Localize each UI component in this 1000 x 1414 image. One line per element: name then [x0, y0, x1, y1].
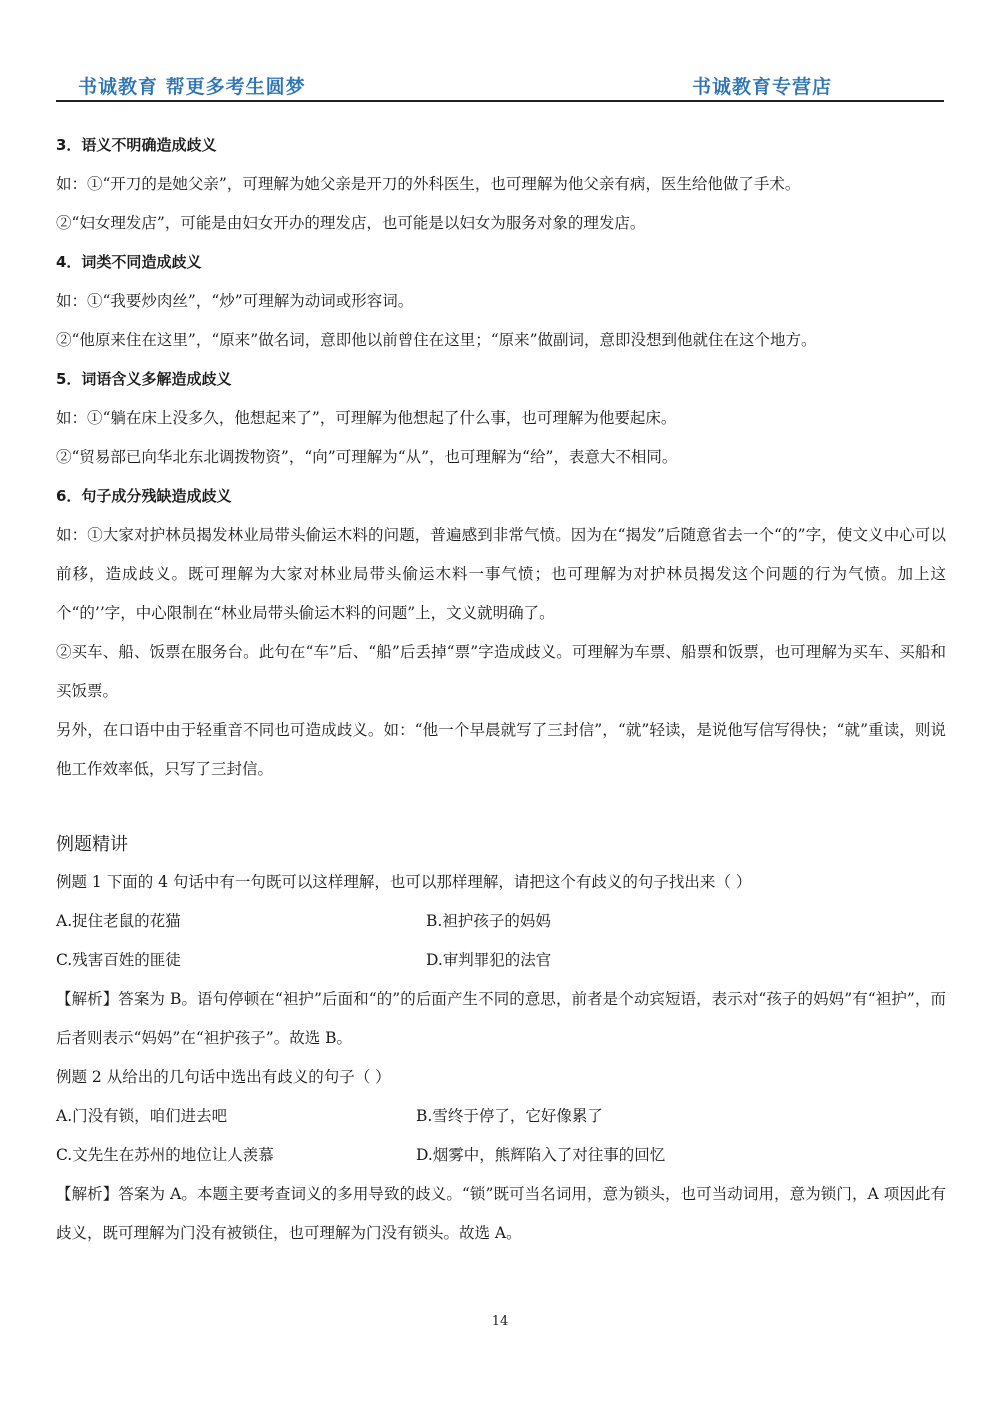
example-2-option-c: C.文先生在苏州的地位让人羡慕 [56, 1146, 274, 1164]
section-heading-6: 6．句子成分残缺造成歧义 [56, 487, 232, 505]
section-6-paragraph-1: 如：①大家对护林员揭发林业局带头偷运木料的问题，普遍感到非常气愤。因为在“揭发”后随意省去一个“的”字，使文义中心可以前移，造成歧义。既可理解为大家对林业局带头偷运木料一事气愤；也可理解为对护林员揭发这个问题的行为气愤。加上这个“的’’字，中心限制在“林业局带头偷运木料的问题”上，文义就明确了。 [56, 526, 946, 622]
header-store-name: 书诚教育专营店 [692, 76, 833, 98]
example-1-option-c: C.残害百姓的匪徒 [56, 951, 181, 969]
example-1-question: 例题 1 下面的 4 句话中有一句既可以这样理解，也可以那样理解，请把这个有歧义的句子找出来（ ） [56, 873, 752, 891]
header-brand-slogan: 书诚教育 帮更多考生圆梦 [78, 76, 306, 98]
examples-title: 例题精讲 [56, 834, 128, 855]
section-6-paragraph-2: ②买车、船、饭票在服务台。此句在“车”后、“船”后丢掉“票”字造成歧义。可理解为车票、船票和饭票，也可理解为买车、买船和买饭票。 [56, 643, 946, 700]
section-5-line-1: 如：①“躺在床上没多久，他想起来了”，可理解为他想起了什么事，也可理解为他要起床。 [56, 409, 677, 427]
example-2-options-row-1 [56, 1097, 946, 1136]
example-2-options-row-2 [56, 1136, 946, 1175]
example-2-option-a: A.门没有锁，咱们进去吧 [56, 1107, 228, 1125]
section-3-line-2: ②“妇女理发店”，可能是由妇女开办的理发店，也可能是以妇女为服务对象的理发店。 [56, 214, 646, 232]
example-1-option-d: D.审判罪犯的法官 [426, 951, 552, 969]
section-6-paragraph-3: 另外，在口语中由于轻重音不同也可造成歧义。如：“他一个早晨就写了三封信”，“就”轻读，是说他写信写得快；“就”重读，则说他工作效率低，只写了三封信。 [56, 721, 946, 778]
section-heading-5: 5．词语含义多解造成歧义 [56, 370, 232, 388]
section-heading-4: 4．词类不同造成歧义 [56, 253, 202, 271]
example-1-option-b: B.袒护孩子的妈妈 [426, 912, 551, 930]
section-5-line-2: ②“贸易部已向华北东北调拨物资”，“向”可理解为“从”，也可理解为“给”，表意大不相同。 [56, 448, 678, 466]
example-1-options-row-2 [56, 941, 946, 980]
example-2-analysis: 【解析】答案为 A。本题主要考查词义的多用导致的歧义。“锁”既可当名词用，意为锁头，也可当动词用，意为锁门，A 项因此有歧义，既可理解为门没有被锁住，也可理解为门没有锁头。故选 A。 [56, 1185, 946, 1242]
example-2-option-b: B.雪终于停了，它好像累了 [416, 1107, 603, 1125]
document-body [56, 126, 946, 1253]
example-1-option-a: A.捉住老鼠的花猫 [56, 912, 181, 930]
section-3-line-1: 如：①“开刀的是她父亲”，可理解为她父亲是开刀的外科医生，也可理解为他父亲有病，医生给他做了手术。 [56, 175, 801, 193]
example-2-question: 例题 2 从给出的几句话中选出有歧义的句子（ ） [56, 1068, 391, 1086]
page-number: 14 [491, 1314, 509, 1329]
section-4-line-2: ②“他原来住在这里”，“原来”做名词，意即他以前曾住在这里；“原来”做副词，意即没想到他就住在这个地方。 [56, 331, 817, 349]
section-4-line-1: 如：①“我要炒肉丝”，“炒”可理解为动词或形容词。 [56, 292, 414, 310]
section-heading-3: 3．语义不明确造成歧义 [56, 136, 217, 154]
page-header [56, 72, 944, 102]
example-1-options-row-1 [56, 902, 946, 941]
example-1-analysis: 【解析】答案为 B。语句停顿在“袒护”后面和“的”的后面产生不同的意思，前者是个动宾短语，表示对“孩子的妈妈”有“袒护”，而后者则表示“妈妈”在“袒护孩子”。故选 B。 [56, 990, 946, 1047]
example-2-option-d: D.烟雾中，熊辉陷入了对往事的回忆 [416, 1146, 666, 1164]
